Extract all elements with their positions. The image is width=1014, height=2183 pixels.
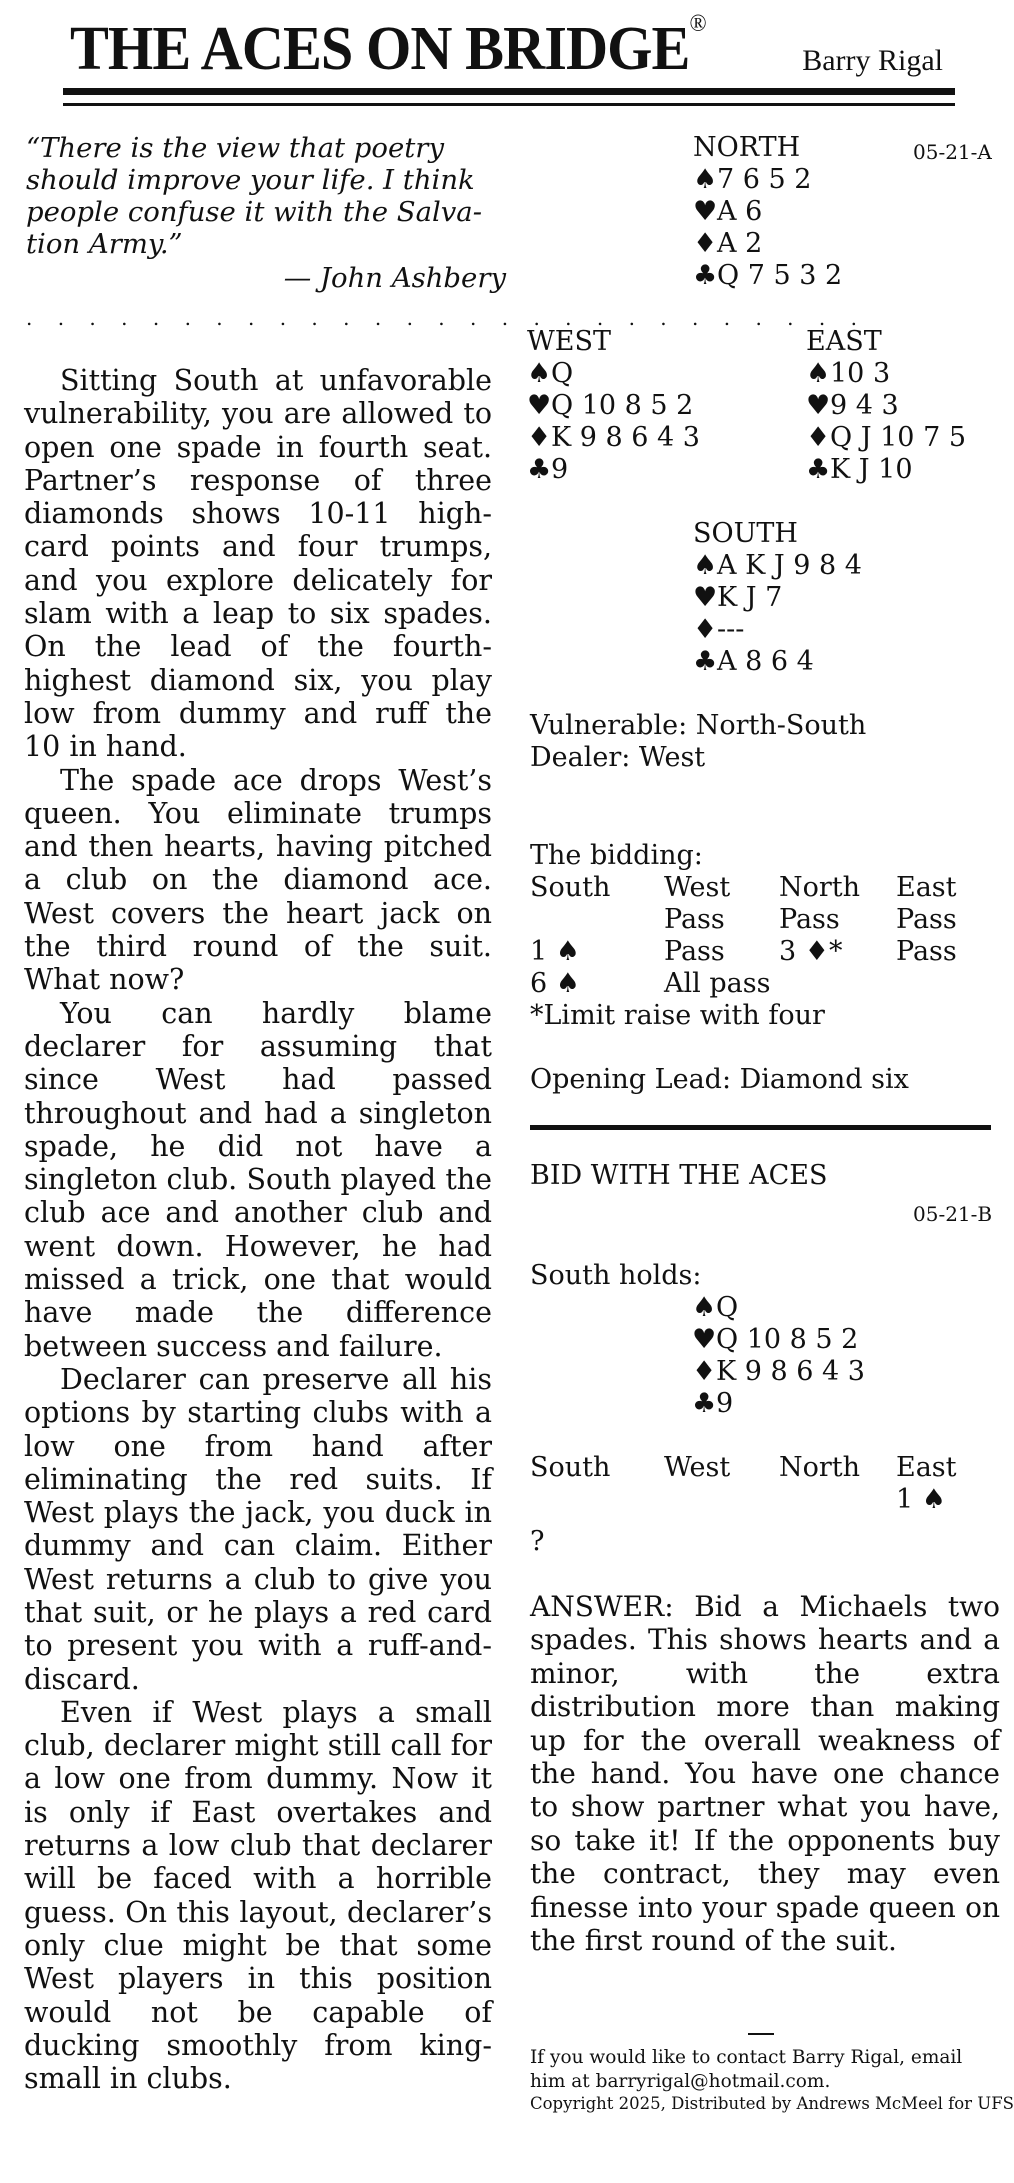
dotted-separator: . . . . . . . . . . . . . . . . . . . . . . . . . . . xyxy=(26,306,867,330)
east-clubs: K J 10 xyxy=(830,454,913,485)
quote-line: tion Army.” xyxy=(26,228,183,260)
south-clubs: A 8 6 4 xyxy=(717,646,814,677)
article-paragraph: Even if West plays a small club, declarer might still call for a low one from dummy. Now it is only if East overtakes and returns a low club that declarer will be faced with a horrible guess. On this layout, declarer’s only clue might be that some West players in this position would not be capable of ducking smoothly from king-small in clubs. xyxy=(24,1695,492,2096)
spade-icon: ♠ xyxy=(693,164,718,195)
bwta-hearts: Q 10 8 5 2 xyxy=(716,1324,859,1355)
footer-rule xyxy=(748,2033,774,2035)
bid-cell: All pass xyxy=(664,968,771,999)
bid-cell xyxy=(530,904,664,936)
hand-label: WEST xyxy=(527,326,611,357)
south-diamonds: --- xyxy=(717,614,745,645)
bidding-table xyxy=(530,840,996,1096)
heart-icon: ♥ xyxy=(693,196,718,227)
masthead-title xyxy=(70,11,706,83)
section-divider xyxy=(530,1125,991,1130)
bwta-diamonds: K 9 8 6 4 3 xyxy=(716,1356,865,1387)
north-clubs: Q 7 5 3 2 xyxy=(717,260,843,291)
north-hearts: A 6 xyxy=(717,196,763,227)
north-hand xyxy=(693,132,842,292)
article-paragraph: You can hardly blame declarer for assuming that since West had passed throughout and had a singleton spade, he did not have a singleton club. South played the club ace and another club and went down. However, he had missed a trick, one that would have made the difference between success and failure. xyxy=(24,996,492,1363)
diamond-icon: ♦ xyxy=(527,422,552,453)
diamond-icon: ♦ xyxy=(693,228,718,259)
quote-line: should improve your life. I think xyxy=(26,164,475,196)
bid-cell: 6 ♠ xyxy=(530,968,580,999)
spade-icon: ♠ xyxy=(692,1292,717,1323)
club-icon: ♣ xyxy=(806,454,831,485)
north-spades: 7 6 5 2 xyxy=(717,164,812,195)
diamond-icon: ♦ xyxy=(692,1356,717,1387)
heart-icon: ♥ xyxy=(692,1324,717,1355)
deal-id: 05-21-A xyxy=(913,140,992,164)
bwta-header: North xyxy=(779,1452,861,1483)
bidding-row xyxy=(530,968,996,1000)
deal-conditions xyxy=(530,710,866,774)
registered-mark: ® xyxy=(689,11,706,37)
east-diamonds: Q J 10 7 5 xyxy=(830,422,967,453)
bid-cell: Pass xyxy=(896,936,957,967)
north-diamonds: A 2 xyxy=(717,228,763,259)
heart-icon: ♥ xyxy=(527,390,552,421)
bidding-header: South xyxy=(530,872,611,903)
south-hand xyxy=(693,518,862,678)
bwta-header-row xyxy=(530,1452,996,1484)
dealer: Dealer: West xyxy=(530,742,706,773)
south-hearts: K J 7 xyxy=(717,582,783,613)
west-diamonds: K 9 8 6 4 3 xyxy=(551,422,700,453)
article-paragraph: Sitting South at unfavorable vulnerability, you are allowed to open one spade in fourth seat. Partner’s response of three diamonds shows 10-11 high-card points and four trumps, and you explore delicately for slam with a leap to six spades. On the lead of the fourth-highest diamond six, you play low from dummy and ruff the 10 in hand. xyxy=(24,364,492,764)
spade-icon: ♠ xyxy=(527,358,552,389)
bid-cell: Pass xyxy=(779,904,840,935)
club-icon: ♣ xyxy=(693,260,718,291)
east-hand xyxy=(806,326,966,486)
bidding-header: North xyxy=(779,872,861,903)
club-icon: ♣ xyxy=(527,454,552,485)
west-hearts: Q 10 8 5 2 xyxy=(551,390,694,421)
article-body xyxy=(24,364,492,2095)
bid-cell: Pass xyxy=(896,904,957,935)
bidding-footnote: *Limit raise with four xyxy=(530,1000,825,1031)
holds-label: South holds: xyxy=(530,1260,702,1291)
bidding-header: East xyxy=(896,872,957,903)
article-paragraph: Declarer can preserve all his options by starting clubs with a low one from hand after eliminating the red suits. If West plays the jack, you duck in dummy and can claim. Either West returns a club to give you that suit, or he plays a red card to present you with a ruff-and-discard. xyxy=(24,1362,492,1696)
opening-lead: Opening Lead: Diamond six xyxy=(530,1064,909,1095)
bidding-row xyxy=(530,936,996,968)
bidding-row xyxy=(530,904,996,936)
bwta-header: East xyxy=(896,1452,957,1483)
west-hand xyxy=(527,326,700,486)
quote-line: “There is the view that poetry xyxy=(26,132,444,164)
header-rule-thin xyxy=(63,103,955,106)
bwta-header: West xyxy=(664,1452,731,1483)
quote-attribution: — John Ashbery xyxy=(283,262,506,294)
heart-icon: ♥ xyxy=(693,582,718,613)
bid-cell xyxy=(779,968,896,1000)
bid-cell: 3 ♦* xyxy=(779,936,843,967)
header-rule-thick xyxy=(63,88,955,95)
question-mark: ? xyxy=(530,1526,545,1557)
diamond-icon: ♦ xyxy=(693,614,718,645)
west-spades: Q xyxy=(551,358,574,389)
south-spades: A K J 9 8 4 xyxy=(717,550,862,581)
contact-info: If you would like to contact Barry Rigal, email him at barryrigal@hotmail.com. xyxy=(530,2047,963,2092)
bwta-bid-row xyxy=(530,1484,996,1516)
bidding-header-row xyxy=(530,872,996,904)
spade-icon: ♠ xyxy=(693,550,718,581)
byline-author: Barry Rigal xyxy=(802,44,943,77)
bidding-header: West xyxy=(664,872,731,903)
bidding-title: The bidding: xyxy=(530,840,703,871)
bwta-title: BID WITH THE ACES xyxy=(530,1160,828,1191)
copyright: Copyright 2025, Distributed by Andrews McMeel for UFS xyxy=(530,2094,1014,2113)
hand-label: SOUTH xyxy=(693,518,798,549)
east-bid: 1 ♠ xyxy=(896,1484,946,1515)
article-paragraph: The spade ace drops West’s queen. You eliminate trumps and then hearts, having pitched a club on the diamond ace. West covers the heart jack on the third round of the suit. What now? xyxy=(24,763,492,997)
epigraph-quote xyxy=(26,132,506,294)
vulnerability: Vulnerable: North-South xyxy=(530,710,867,741)
bwta-spades: Q xyxy=(716,1292,739,1323)
quote-line: people confuse it with the Salva- xyxy=(26,196,482,228)
bwta-header: South xyxy=(530,1452,611,1483)
club-icon: ♣ xyxy=(692,1388,717,1419)
bid-cell: 1 ♠ xyxy=(530,936,580,967)
bwta-auction xyxy=(530,1452,996,1558)
masthead-title-text: THE ACES ON BRIDGE xyxy=(70,15,690,83)
bid-cell xyxy=(896,968,996,1000)
east-hearts: 9 4 3 xyxy=(830,390,899,421)
hand-label: NORTH xyxy=(693,132,801,163)
bid-cell: Pass xyxy=(664,904,725,935)
hand-label: EAST xyxy=(806,326,882,357)
spade-icon: ♠ xyxy=(806,358,831,389)
diamond-icon: ♦ xyxy=(806,422,831,453)
club-icon: ♣ xyxy=(693,646,718,677)
west-clubs: 9 xyxy=(551,454,569,485)
bid-cell: Pass xyxy=(664,936,725,967)
bwta-id: 05-21-B xyxy=(913,1202,993,1226)
answer-text: ANSWER: Bid a Michaels two spades. This shows hearts and a minor, with the extra distribution more than making up for the overall weakness of the hand. You have one chance to show partner what you have, so take it! If the opponents buy the contract, they may even finesse into your spade queen on the first round of the suit. xyxy=(530,1590,1000,1958)
east-spades: 10 3 xyxy=(830,358,891,389)
bwta-clubs: 9 xyxy=(716,1388,734,1419)
heart-icon: ♥ xyxy=(806,390,831,421)
bwta-hand xyxy=(692,1292,865,1420)
